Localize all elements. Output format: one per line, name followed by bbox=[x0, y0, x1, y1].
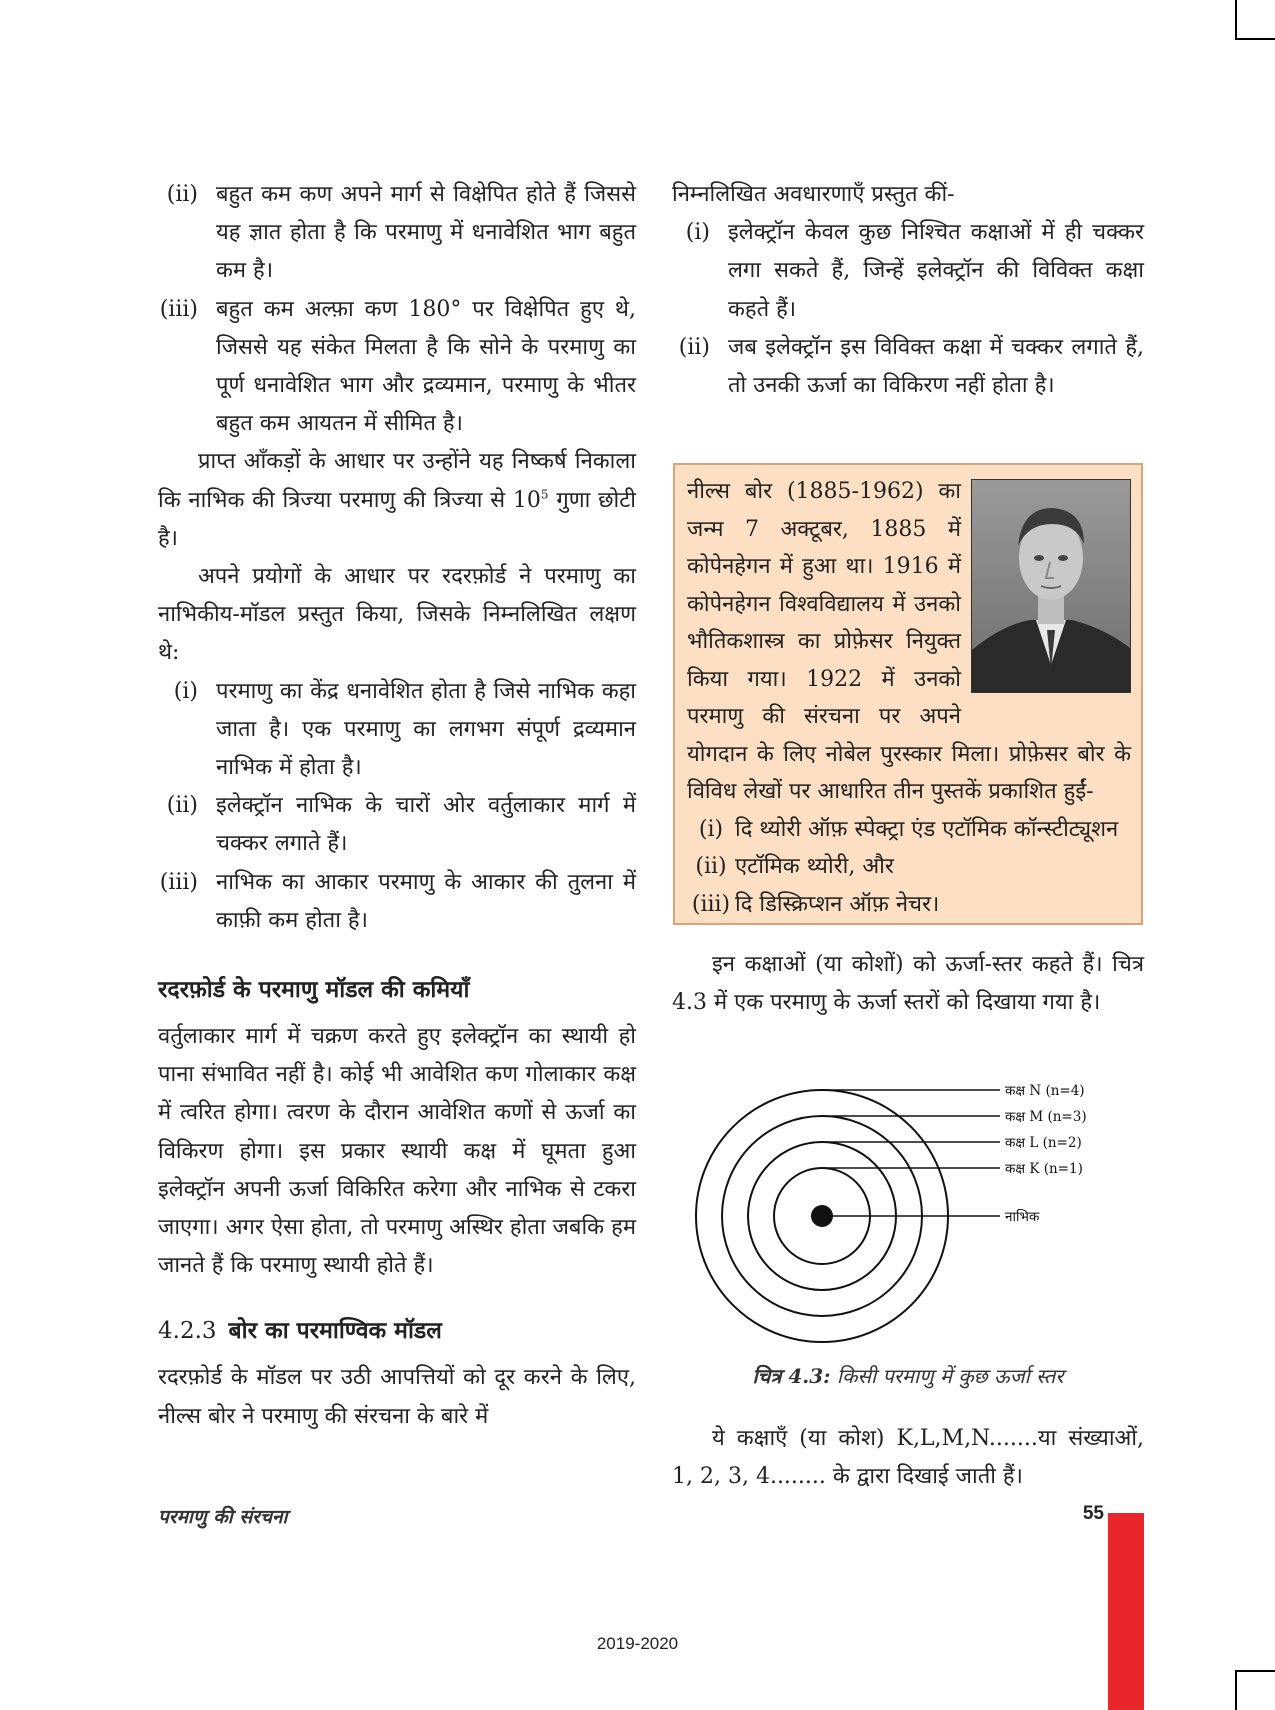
label-nucleus: नाभिक bbox=[1005, 1209, 1040, 1225]
list-item bbox=[158, 291, 636, 444]
item-number: (ii) bbox=[166, 793, 198, 819]
crop-mark-top-right bbox=[1235, 0, 1275, 40]
book-title: एटॉमिक थ्योरी, और bbox=[735, 854, 894, 879]
conclusion-paragraph bbox=[158, 443, 636, 558]
energy-levels-block bbox=[672, 946, 1144, 1022]
label-n2: कक्ष L (n=2) bbox=[1005, 1135, 1082, 1151]
page-edge-bar bbox=[1108, 1513, 1144, 1710]
conclusion-text: प्राप्त आँकड़ों के आधार पर उन्होंने यह निष्कर्ष निकाला कि नाभिक की त्रिज्या परमाणु की त्रिज्या से bbox=[158, 449, 636, 513]
book-title: दि थ्योरी ऑफ़ स्पेक्ट्रा एंड एटॉमिक कॉन्स्टीट्यूशन bbox=[735, 816, 1119, 842]
item-text: जब इलेक्ट्रॉन इस विविक्त कक्षा में चक्कर लगाते हैं, तो उनकी ऊर्जा का विकिरण नहीं होता है। bbox=[728, 334, 1144, 399]
figure-caption bbox=[672, 1362, 1144, 1389]
right-column bbox=[672, 176, 1144, 405]
item-text: परमाणु का केंद्र धनावेशित होता है जिसे नाभिक कहा जाता है। एक परमाणु का लगभग संपूर्ण द्रव्यमान नाभिक में होता है। bbox=[216, 678, 636, 781]
item-number: (ii) bbox=[678, 334, 710, 360]
book-item bbox=[687, 848, 1131, 886]
shells-paragraph: ये कक्षाएँ (या कोश) K,L,M,N.......या संख्याओं, 1, 2, 3, 4........ के द्वारा दिखाई जाती हैं। bbox=[672, 1426, 1144, 1490]
item-number: (i) bbox=[685, 220, 710, 246]
page-number: 55 bbox=[1082, 1503, 1104, 1524]
book-item bbox=[687, 811, 1131, 849]
item-number: (iii) bbox=[159, 296, 198, 322]
niels-bohr-portrait bbox=[971, 479, 1131, 693]
label-n1: कक्ष K (n=1) bbox=[1005, 1161, 1083, 1177]
bohr-intro-paragraph: रदरफ़ोर्ड के मॉडल पर उठी आपत्तियों को दूर करने के लिए, नील्स बोर ने परमाणु की संरचना के बारे में bbox=[158, 1365, 636, 1429]
book-item bbox=[687, 886, 1131, 924]
chapter-title-footer: परमाणु की संरचना bbox=[158, 1506, 288, 1528]
item-text: बहुत कम कण अपने मार्ग से विक्षेपित होते हैं जिससे यह ज्ञात होता है कि परमाणु में धनावेशित भाग बहुत कम है। bbox=[216, 182, 636, 284]
crop-mark-bottom-right bbox=[1235, 1670, 1275, 1710]
caption-text: किसी परमाणु में कुछ ऊर्जा स्तर bbox=[836, 1364, 1064, 1388]
postulates-intro: निम्नलिखित अवधारणाएँ प्रस्तुत कीं- bbox=[672, 182, 955, 207]
item-number: (iii) bbox=[691, 891, 731, 917]
book-title: दि डिस्क्रिप्शन ऑफ़ नेचर। bbox=[735, 891, 940, 917]
feature-item bbox=[158, 673, 636, 788]
item-number: (ii) bbox=[166, 182, 198, 207]
item-text: नाभिक का आकार परमाणु के आकार की तुलना में काफ़ी कम होता है। bbox=[216, 869, 636, 933]
caption-label: चित्र 4.3: bbox=[752, 1364, 831, 1388]
section-number: 4.2.3 bbox=[158, 1318, 217, 1345]
energy-levels-paragraph: इन कक्षाओं (या कोशों) को ऊर्जा-स्तर कहते हैं। चित्र 4.3 में एक परमाणु के ऊर्जा स्तरों को दिखाया गया है। bbox=[672, 952, 1144, 1016]
section-title: बोर का परमाण्विक मॉडल bbox=[228, 1318, 442, 1345]
bohr-biography-box bbox=[673, 463, 1143, 925]
item-number: (ii) bbox=[695, 854, 727, 879]
label-n3: कक्ष M (n=3) bbox=[1005, 1109, 1087, 1125]
feature-item bbox=[158, 787, 636, 863]
conclusion-tail: गुणा छोटी है। bbox=[158, 487, 636, 551]
list-item bbox=[158, 176, 636, 291]
power-exponent: 5 bbox=[540, 487, 549, 502]
biography-text: नील्स बोर (1885-1962) का जन्म 7 अक्टूबर, 1885 में कोपेनहेगन में हुआ था। 1916 में कोपेनहेगन विश्वविद्यालय में उनको भौतिकशास्त्र का प्रोफ़ेसर नियुक्त किया गया। 1922 में उनको परमाणु की संरचना पर अपने योगदान के लिए नोबेल पुरस्कार मिला। प्रोफ़ेसर बोर के विविध लेखों पर आधारित तीन पुस्तकें प्रकाशित हुईं- bbox=[687, 479, 1131, 804]
postulate-item bbox=[672, 329, 1144, 405]
shells-block bbox=[672, 1420, 1144, 1496]
edition-year: 2019-2020 bbox=[596, 1634, 679, 1653]
postulate-item bbox=[672, 214, 1144, 329]
item-text: इलेक्ट्रॉन नाभिक के चारों ओर वर्तुलाकार मार्ग में चक्कर लगाते हैं। bbox=[216, 793, 636, 857]
left-column bbox=[158, 176, 636, 1436]
drawbacks-heading: रदरफ़ोर्ड के परमाणु मॉडल की कमियाँ bbox=[158, 977, 470, 1004]
item-number: (i) bbox=[698, 816, 724, 842]
power-base: 10 bbox=[512, 487, 541, 513]
item-number: (iii) bbox=[159, 869, 198, 895]
item-number: (i) bbox=[173, 678, 198, 704]
item-text: बहुत कम अल्फ़ा कण 180° पर विक्षेपित हुए थे, जिससे यह संकेत मिलता है कि सोने के परमाणु का पूर्ण धनावेशित भाग और द्रव्यमान, परमाणु के भीतर बहुत कम आयतन में सीमित है। bbox=[216, 296, 636, 437]
item-text: इलेक्ट्रॉन केवल कुछ निश्चित कक्षाओं में ही चक्कर लगा सकते हैं, जिन्हें इलेक्ट्रॉन की विविक्त कक्षा कहते हैं। bbox=[728, 220, 1144, 322]
section-heading bbox=[158, 1311, 636, 1351]
feature-item bbox=[158, 864, 636, 940]
energy-levels-diagram bbox=[686, 1060, 1146, 1350]
label-n4: कक्ष N (n=4) bbox=[1005, 1083, 1085, 1099]
drawbacks-paragraph: वर्तुलाकार मार्ग में चक्रण करते हुए इलेक्ट्रॉन का स्थायी हो पाना संभावित नहीं है। कोई भी आवेशित कण गोलाकार कक्ष में त्वरित होगा। त्वरण के दौरान आवेशित कणों से ऊर्जा का विकिरण होगा। इस प्रकार स्थायी कक्ष में घूमता हुआ इलेक्ट्रॉन अपनी ऊर्जा विकिरित करेगा और नाभिक से टकरा जाएगा। अगर ऐसा होता, तो परमाणु अस्थिर होता जबकि हम जानते हैं कि परमाणु स्थायी होते हैं। bbox=[158, 1024, 636, 1279]
model-paragraph: अपने प्रयोगों के आधार पर रदरफ़ोर्ड ने परमाणु का नाभिकीय-मॉडल प्रस्तुत किया, जिसके निम्नलिखित लक्षण थे: bbox=[158, 564, 636, 666]
